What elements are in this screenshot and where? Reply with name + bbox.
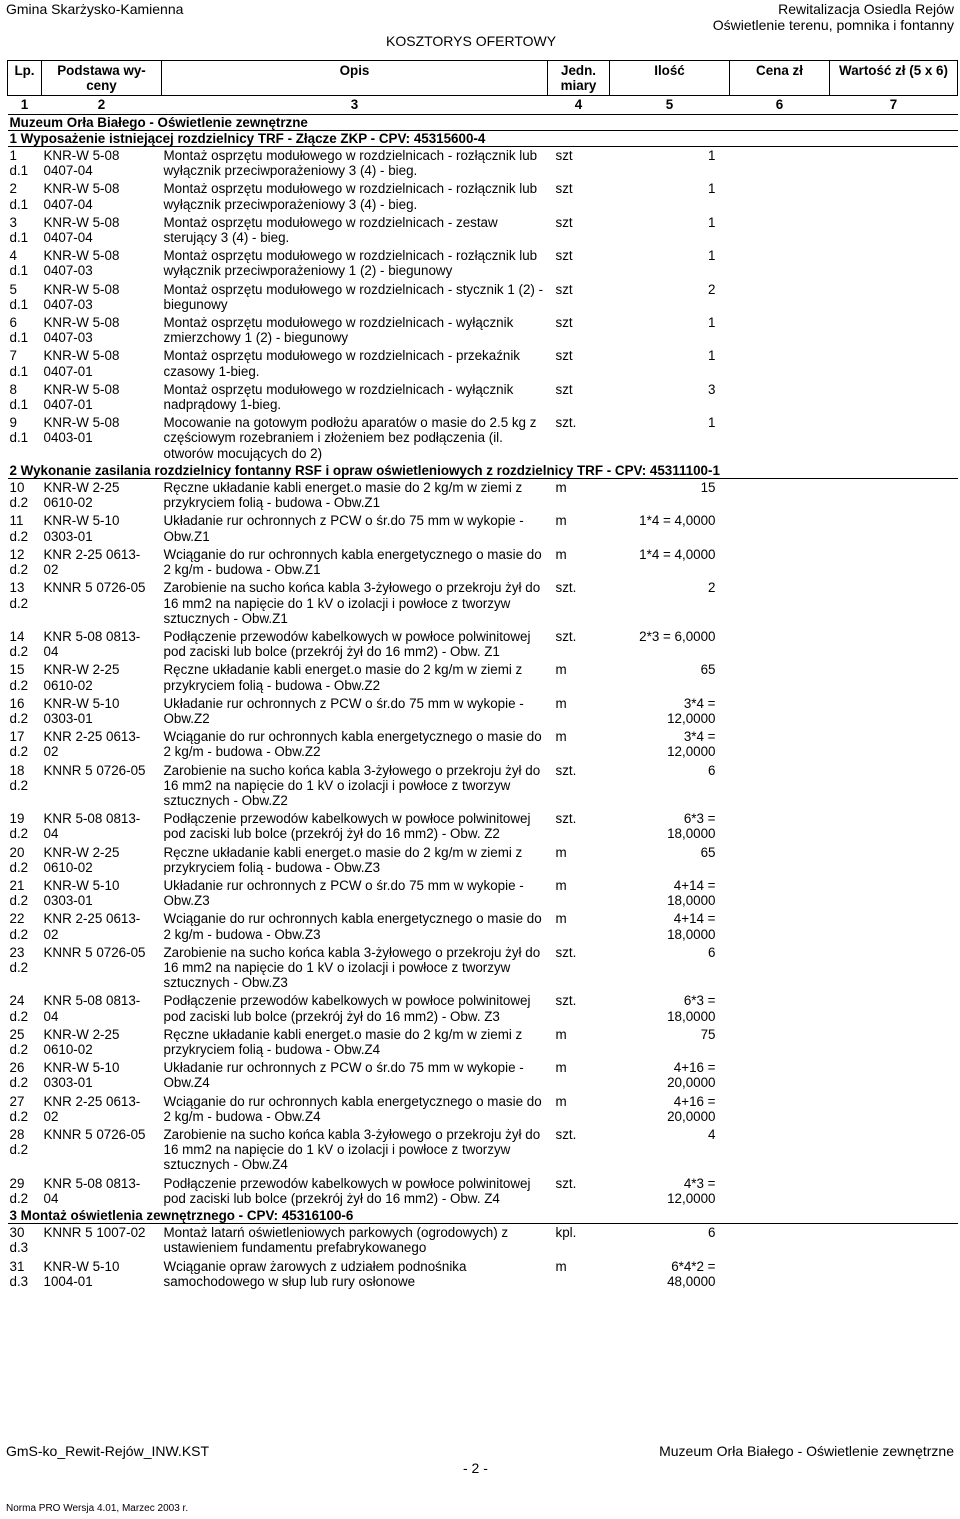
item-quantity: 15 bbox=[700, 480, 716, 496]
item-value bbox=[830, 1126, 958, 1175]
section-heading: 2 Wykonanie zasilania rozdzielnicy fontanny RSF i opraw oświetleniowych z rozdzielnicy TRF - CPV: 45311100-1 bbox=[8, 463, 958, 479]
header-doc-title: KOSZTORYS OFERTOWY bbox=[386, 33, 557, 49]
item-value bbox=[830, 281, 958, 314]
item-price bbox=[730, 1258, 830, 1291]
col-header-value: Wartość zł (5 x 6) bbox=[830, 61, 958, 96]
item-quantity: 3*4 = 12,0000 bbox=[667, 695, 716, 726]
item-unit: m bbox=[555, 513, 567, 529]
table-row bbox=[8, 147, 958, 181]
item-quantity: 1 bbox=[708, 315, 716, 331]
table-row bbox=[8, 347, 958, 380]
item-basis: KNR 2-25 0613- 02 bbox=[43, 546, 141, 578]
item-number: 18 d.2 bbox=[9, 762, 29, 793]
item-unit: szt. bbox=[555, 762, 577, 778]
item-basis: KNR-W 5-08 0407-03 bbox=[43, 281, 120, 312]
item-quantity: 6*3 = 18,0000 bbox=[667, 811, 716, 842]
column-number: 1 bbox=[8, 96, 42, 114]
section-row bbox=[8, 1208, 958, 1224]
item-price bbox=[730, 810, 830, 843]
item-unit: szt. bbox=[555, 811, 577, 827]
item-description: Wciąganie do rur ochronnych kabla energetycznego o masie do 2 kg/m - budowa - Obw.Z4 bbox=[163, 1093, 542, 1124]
item-basis: KNNR 5 0726-05 bbox=[43, 1127, 146, 1142]
item-quantity: 1 bbox=[708, 181, 716, 197]
item-number: 13 d.2 bbox=[9, 580, 29, 611]
item-number: 9 d.1 bbox=[9, 415, 29, 446]
table-row bbox=[8, 910, 958, 943]
table-row bbox=[8, 314, 958, 347]
estimate-title-row bbox=[8, 114, 958, 130]
item-price bbox=[730, 762, 830, 811]
item-unit: m bbox=[555, 546, 567, 562]
cost-estimate-table bbox=[7, 60, 958, 1291]
item-description: Mocowanie na gotowym podłożu aparatów o masie do 2.5 kg z częściowym rozebraniem i złożeniem bez podłączenia (il. otworów mocujących do 2) bbox=[163, 415, 537, 461]
header-project-scope: Oświetlenie terenu, pomnika i fontanny bbox=[712, 17, 954, 33]
item-price bbox=[730, 247, 830, 280]
table-row bbox=[8, 810, 958, 843]
item-description: Zarobienie na sucho końca kabla 3-żyłowego o przekroju żył do 16 mm2 na napięcie do 1 kV o izolacji i powłoce z tworzyw sztucznych - Obw.Z1 bbox=[163, 580, 541, 626]
item-quantity: 4*3 = 12,0000 bbox=[667, 1175, 716, 1206]
table-row bbox=[8, 1093, 958, 1126]
item-price bbox=[730, 1093, 830, 1126]
item-price bbox=[730, 1175, 830, 1208]
item-description: Montaż osprzętu modułowego w rozdzielnicach - rozłącznik lub wyłącznik przeciwporażeniowy 3 (4) - bieg. bbox=[163, 181, 538, 212]
item-basis: KNR 5-08 0813- 04 bbox=[43, 1175, 141, 1206]
item-number: 31 d.3 bbox=[9, 1258, 29, 1289]
section-heading: 3 Montaż oświetlenia zewnętrznego - CPV: 45316100-6 bbox=[8, 1208, 958, 1224]
col-header-lp: Lp. bbox=[8, 61, 42, 96]
item-description: Montaż osprzętu modułowego w rozdzielnicach - przekaźnik czasowy 1-bieg. bbox=[163, 348, 521, 379]
item-basis: KNR-W 2-25 0610-02 bbox=[43, 662, 120, 693]
item-basis: KNR-W 5-10 0303-01 bbox=[43, 513, 120, 544]
item-description: Montaż osprzętu modułowego w rozdzielnicach - rozłącznik lub wyłącznik przeciwporażeniowy 1 (2) - biegunowy bbox=[163, 248, 538, 279]
item-description: Zarobienie na sucho końca kabla 3-żyłowego o przekroju żył do 16 mm2 na napięcie do 1 kV o izolacji i powłoce z tworzyw sztucznych - Obw.Z3 bbox=[163, 944, 541, 991]
table-row bbox=[8, 247, 958, 280]
item-description: Montaż osprzętu modułowego w rozdzielnicach - wyłącznik zmierzchowy 1 (2) - biegunowy bbox=[163, 315, 514, 346]
item-number: 10 d.2 bbox=[9, 480, 29, 511]
item-basis: KNR 2-25 0613- 02 bbox=[43, 911, 141, 942]
item-basis: KNR-W 5-08 0407-04 bbox=[43, 214, 120, 246]
item-basis: KNR-W 5-08 0407-04 bbox=[43, 148, 120, 179]
item-number: 27 d.2 bbox=[9, 1093, 29, 1124]
table-row bbox=[8, 546, 958, 579]
item-description: Zarobienie na sucho końca kabla 3-żyłowego o przekroju żył do 16 mm2 na napięcie do 1 kV o izolacji i powłoce z tworzyw sztucznych - Obw.Z2 bbox=[163, 762, 541, 808]
item-number: 17 d.2 bbox=[9, 729, 29, 760]
item-description: Podłączenie przewodów kabelkowych w powłoce polwinitowej pod zaciski lub bolce (przekrój żył do 16 mm2) - Obw. Z4 bbox=[163, 1175, 531, 1206]
item-value bbox=[830, 347, 958, 380]
item-value bbox=[830, 877, 958, 910]
item-price bbox=[730, 910, 830, 943]
item-quantity: 6*3 = 18,0000 bbox=[667, 993, 716, 1024]
table-row bbox=[8, 844, 958, 877]
item-quantity: 75 bbox=[700, 1026, 716, 1042]
header-project: Rewitalizacja Osiedla Rejów bbox=[778, 1, 954, 17]
item-number: 23 d.2 bbox=[9, 944, 29, 975]
item-description: Układanie rur ochronnych z PCW o śr.do 75 mm w wykopie - Obw.Z2 bbox=[163, 695, 524, 726]
column-number: 4 bbox=[548, 96, 610, 114]
item-description: Ręczne układanie kabli energet.o masie do 2 kg/m w ziemi z przykryciem folią - budowa - Obw.Z1 bbox=[163, 480, 523, 511]
table-row bbox=[8, 281, 958, 314]
item-number: 16 d.2 bbox=[9, 695, 29, 726]
section-row bbox=[8, 130, 958, 146]
item-price bbox=[730, 579, 830, 628]
item-value bbox=[830, 728, 958, 761]
section-row bbox=[8, 463, 958, 479]
item-basis: KNR-W 5-08 0407-04 bbox=[43, 181, 120, 212]
item-description: Układanie rur ochronnych z PCW o śr.do 75 mm w wykopie - Obw.Z3 bbox=[163, 877, 524, 909]
item-number: 25 d.2 bbox=[9, 1026, 29, 1057]
item-unit: szt. bbox=[555, 993, 577, 1009]
item-unit: m bbox=[555, 1258, 567, 1274]
item-quantity: 4+16 = 20,0000 bbox=[667, 1093, 716, 1124]
item-value bbox=[830, 579, 958, 628]
item-basis: KNNR 5 0726-05 bbox=[43, 580, 146, 596]
item-description: Montaż latarń oświetleniowych parkowych (ogrodowych) z ustawieniem fundamentu prefabrykowanego bbox=[163, 1225, 509, 1256]
col-header-basis: Podstawa wy-ceny bbox=[42, 61, 162, 96]
item-description: Wciąganie do rur ochronnych kabla energetycznego o masie do 2 kg/m - budowa - Obw.Z2 bbox=[163, 729, 542, 760]
item-description: Podłączenie przewodów kabelkowych w powłoce polwinitowej pod zaciski lub bolce (przekrój żył do 16 mm2) - Obw. Z1 bbox=[163, 628, 531, 660]
item-price bbox=[730, 877, 830, 910]
item-value bbox=[830, 180, 958, 213]
table-row bbox=[8, 414, 958, 463]
item-price bbox=[730, 944, 830, 993]
item-basis: KNNR 5 0726-05 bbox=[43, 762, 146, 778]
item-price bbox=[730, 512, 830, 545]
table-row bbox=[8, 762, 958, 811]
item-unit: m bbox=[555, 480, 567, 496]
item-value bbox=[830, 661, 958, 694]
table-header-row bbox=[8, 61, 958, 96]
item-unit: m bbox=[555, 1026, 567, 1042]
item-quantity: 3 bbox=[708, 381, 716, 397]
item-basis: KNR 5-08 0813- 04 bbox=[43, 628, 141, 660]
item-unit: szt bbox=[555, 315, 573, 331]
col-header-qty: Ilość bbox=[610, 61, 730, 96]
col-header-price: Cena zł bbox=[730, 61, 830, 96]
item-quantity: 3*4 = 12,0000 bbox=[667, 729, 716, 760]
item-unit: m bbox=[555, 662, 567, 678]
item-quantity: 6 bbox=[708, 944, 716, 960]
footer-page-number: - 2 - bbox=[463, 1460, 488, 1476]
item-unit: m bbox=[555, 877, 567, 893]
item-unit: szt. bbox=[555, 1127, 577, 1142]
column-number: 7 bbox=[830, 96, 958, 114]
item-value bbox=[830, 546, 958, 579]
item-number: 30 d.3 bbox=[9, 1225, 29, 1256]
item-unit: m bbox=[555, 1060, 567, 1076]
item-description: Ręczne układanie kabli energet.o masie do 2 kg/m w ziemi z przykryciem folią - budowa - Obw.Z4 bbox=[163, 1026, 523, 1057]
item-quantity: 2 bbox=[708, 281, 716, 297]
item-description: Wciąganie do rur ochronnych kabla energetycznego o masie do 2 kg/m - budowa - Obw.Z1 bbox=[163, 546, 542, 578]
table-row bbox=[8, 579, 958, 628]
item-unit: szt bbox=[555, 148, 573, 164]
header-investor: Gmina Skarżysko-Kamienna bbox=[6, 1, 184, 17]
item-unit: szt bbox=[555, 381, 573, 397]
item-basis: KNR-W 2-25 0610-02 bbox=[43, 844, 120, 875]
item-value bbox=[830, 944, 958, 993]
item-unit: m bbox=[555, 844, 567, 860]
item-quantity: 2*3 = 6,0000 bbox=[639, 628, 716, 644]
column-number-row bbox=[8, 96, 958, 114]
item-number: 3 d.1 bbox=[9, 214, 29, 246]
item-quantity: 1*4 = 4,0000 bbox=[639, 513, 716, 529]
item-description: Montaż osprzętu modułowego w rozdzielnicach - zestaw sterujący 3 (4) - bieg. bbox=[163, 214, 498, 246]
item-number: 7 d.1 bbox=[9, 348, 29, 379]
item-price bbox=[730, 1126, 830, 1175]
item-unit: m bbox=[555, 695, 567, 711]
item-price bbox=[730, 180, 830, 213]
item-value bbox=[830, 479, 958, 513]
item-description: Podłączenie przewodów kabelkowych w powłoce polwinitowej pod zaciski lub bolce (przekrój żył do 16 mm2) - Obw. Z3 bbox=[163, 993, 531, 1024]
table-row bbox=[8, 877, 958, 910]
item-unit: szt. bbox=[555, 415, 577, 431]
item-quantity: 6*4*2 = 48,0000 bbox=[667, 1258, 716, 1289]
column-number: 3 bbox=[162, 96, 548, 114]
item-value bbox=[830, 1059, 958, 1092]
item-value bbox=[830, 628, 958, 661]
footer-section: Muzeum Orła Białego - Oświetlenie zewnętrzne bbox=[659, 1443, 954, 1459]
item-basis: KNR-W 5-08 0407-03 bbox=[43, 315, 120, 346]
item-unit: szt. bbox=[555, 628, 577, 644]
item-value bbox=[830, 844, 958, 877]
item-number: 5 d.1 bbox=[9, 281, 29, 312]
item-quantity: 4+16 = 20,0000 bbox=[667, 1060, 716, 1091]
item-description: Wciąganie do rur ochronnych kabla energetycznego o masie do 2 kg/m - budowa - Obw.Z3 bbox=[163, 911, 542, 942]
table-row bbox=[8, 479, 958, 513]
item-quantity: 6 bbox=[708, 1225, 716, 1241]
item-basis: KNNR 5 0726-05 bbox=[43, 944, 146, 960]
item-quantity: 4+14 = 18,0000 bbox=[667, 877, 716, 909]
item-number: 12 d.2 bbox=[9, 546, 29, 578]
item-unit: szt. bbox=[555, 580, 577, 596]
item-basis: KNR 2-25 0613- 02 bbox=[43, 729, 141, 760]
item-unit: m bbox=[555, 911, 567, 927]
item-price bbox=[730, 381, 830, 414]
item-quantity: 4+14 = 18,0000 bbox=[667, 911, 716, 942]
table-row bbox=[8, 381, 958, 414]
item-price bbox=[730, 1224, 830, 1258]
item-basis: KNR-W 2-25 0610-02 bbox=[43, 1026, 120, 1057]
item-value bbox=[830, 414, 958, 463]
item-price bbox=[730, 1026, 830, 1059]
table-row bbox=[8, 180, 958, 213]
item-value bbox=[830, 147, 958, 181]
table-row bbox=[8, 1258, 958, 1291]
item-value bbox=[830, 314, 958, 347]
item-price bbox=[730, 992, 830, 1025]
item-unit: szt bbox=[555, 181, 573, 197]
item-number: 11 d.2 bbox=[9, 513, 29, 544]
item-value bbox=[830, 1026, 958, 1059]
item-number: 6 d.1 bbox=[9, 315, 29, 346]
item-value bbox=[830, 247, 958, 280]
item-price bbox=[730, 546, 830, 579]
item-quantity: 1*4 = 4,0000 bbox=[639, 546, 716, 562]
item-quantity: 1 bbox=[708, 415, 716, 431]
item-number: 22 d.2 bbox=[9, 911, 29, 942]
item-unit: szt bbox=[555, 248, 573, 264]
item-number: 20 d.2 bbox=[9, 844, 29, 875]
column-number: 6 bbox=[730, 96, 830, 114]
item-number: 15 d.2 bbox=[9, 662, 29, 693]
item-number: 29 d.2 bbox=[9, 1175, 29, 1206]
table-row bbox=[8, 1175, 958, 1208]
item-value bbox=[830, 214, 958, 247]
item-number: 19 d.2 bbox=[9, 811, 29, 842]
column-number: 2 bbox=[42, 96, 162, 114]
table-row bbox=[8, 728, 958, 761]
item-price bbox=[730, 695, 830, 728]
item-basis: KNNR 5 1007-02 bbox=[43, 1225, 146, 1241]
item-basis: KNR-W 2-25 0610-02 bbox=[43, 480, 120, 511]
item-price bbox=[730, 661, 830, 694]
table-row bbox=[8, 1224, 958, 1258]
item-basis: KNR-W 5-08 0407-03 bbox=[43, 248, 120, 279]
item-quantity: 65 bbox=[700, 662, 716, 678]
item-description: Układanie rur ochronnych z PCW o śr.do 75 mm w wykopie - Obw.Z4 bbox=[163, 1060, 524, 1091]
item-unit: szt. bbox=[555, 1175, 577, 1191]
item-quantity: 1 bbox=[708, 348, 716, 364]
item-unit: kpl. bbox=[555, 1225, 577, 1241]
item-value bbox=[830, 695, 958, 728]
item-value bbox=[830, 1258, 958, 1291]
item-unit: szt bbox=[555, 214, 573, 230]
table-row bbox=[8, 1026, 958, 1059]
item-quantity: 6 bbox=[708, 762, 716, 778]
item-unit: szt bbox=[555, 348, 573, 364]
item-quantity: 1 bbox=[708, 214, 716, 230]
col-header-unit: Jedn. miary bbox=[548, 61, 610, 96]
table-row bbox=[8, 1126, 958, 1175]
footer-filename: GmS-ko_Rewit-Rejów_INW.KST bbox=[6, 1443, 210, 1459]
table-body bbox=[8, 96, 958, 1291]
estimate-title: Muzeum Orła Białego - Oświetlenie zewnętrzne bbox=[8, 114, 958, 130]
table-row bbox=[8, 661, 958, 694]
item-number: 1 d.1 bbox=[9, 148, 29, 179]
item-value bbox=[830, 1224, 958, 1258]
item-value bbox=[830, 1093, 958, 1126]
item-number: 2 d.1 bbox=[9, 181, 29, 212]
item-description: Montaż osprzętu modułowego w rozdzielnicach - stycznik 1 (2) - biegunowy bbox=[163, 281, 544, 312]
item-quantity: 1 bbox=[708, 148, 716, 164]
table-row bbox=[8, 628, 958, 661]
item-unit: m bbox=[555, 729, 567, 745]
item-description: Ręczne układanie kabli energet.o masie do 2 kg/m w ziemi z przykryciem folią - budowa - Obw.Z2 bbox=[163, 662, 523, 693]
column-number: 5 bbox=[610, 96, 730, 114]
item-value bbox=[830, 910, 958, 943]
item-price bbox=[730, 314, 830, 347]
item-price bbox=[730, 728, 830, 761]
item-value bbox=[830, 1175, 958, 1208]
item-price bbox=[730, 628, 830, 661]
item-basis: KNR-W 5-10 0303-01 bbox=[43, 695, 120, 726]
item-quantity: 2 bbox=[708, 580, 716, 596]
item-number: 4 d.1 bbox=[9, 248, 29, 279]
table-row bbox=[8, 944, 958, 993]
table-row bbox=[8, 992, 958, 1025]
item-number: 21 d.2 bbox=[9, 877, 29, 909]
item-description: Układanie rur ochronnych z PCW o śr.do 75 mm w wykopie - Obw.Z1 bbox=[163, 513, 524, 544]
item-price bbox=[730, 1059, 830, 1092]
item-unit: szt. bbox=[555, 944, 577, 960]
item-basis: KNR-W 5-10 0303-01 bbox=[43, 877, 120, 909]
item-number: 14 d.2 bbox=[9, 628, 29, 660]
item-value bbox=[830, 381, 958, 414]
item-number: 26 d.2 bbox=[9, 1060, 29, 1091]
item-unit: szt bbox=[555, 281, 573, 297]
table-row bbox=[8, 1059, 958, 1092]
item-basis: KNR 5-08 0813- 04 bbox=[43, 993, 141, 1024]
item-description: Wciąganie opraw żarowych z udziałem podnośnika samochodowego w słup lub rury osłonowe bbox=[163, 1258, 467, 1289]
item-basis: KNR 2-25 0613- 02 bbox=[43, 1093, 141, 1124]
item-basis: KNR-W 5-08 0403-01 bbox=[43, 415, 120, 446]
item-value bbox=[830, 992, 958, 1025]
item-quantity: 4 bbox=[708, 1127, 716, 1142]
item-basis: KNR-W 5-08 0407-01 bbox=[43, 381, 120, 413]
item-basis: KNR-W 5-10 0303-01 bbox=[43, 1060, 120, 1091]
item-description: Podłączenie przewodów kabelkowych w powłoce polwinitowej pod zaciski lub bolce (przekrój żył do 16 mm2) - Obw. Z2 bbox=[163, 811, 531, 842]
item-price bbox=[730, 281, 830, 314]
item-price bbox=[730, 844, 830, 877]
item-price bbox=[730, 214, 830, 247]
item-description: Zarobienie na sucho końca kabla 3-żyłowego o przekroju żył do 16 mm2 na napięcie do 1 kV o izolacji i powłoce z tworzyw sztucznych - Obw.Z4 bbox=[163, 1127, 541, 1173]
item-quantity: 65 bbox=[700, 844, 716, 860]
item-value bbox=[830, 512, 958, 545]
item-price bbox=[730, 147, 830, 181]
item-quantity: 1 bbox=[708, 248, 716, 264]
item-number: 8 d.1 bbox=[9, 381, 29, 413]
item-number: 24 d.2 bbox=[9, 993, 29, 1024]
item-basis: KNR-W 5-10 1004-01 bbox=[43, 1258, 120, 1289]
item-value bbox=[830, 762, 958, 811]
item-basis: KNR-W 5-08 0407-01 bbox=[43, 348, 120, 379]
table-row bbox=[8, 512, 958, 545]
item-basis: KNR 5-08 0813- 04 bbox=[43, 811, 141, 842]
table-row bbox=[8, 695, 958, 728]
item-description: Montaż osprzętu modułowego w rozdzielnicach - wyłącznik nadprądowy 1-bieg. bbox=[163, 381, 514, 413]
item-value bbox=[830, 810, 958, 843]
item-unit: m bbox=[555, 1093, 567, 1109]
section-heading: 1 Wyposażenie istniejącej rozdzielnicy TRF - Złącze ZKP - CPV: 45315600-4 bbox=[8, 130, 958, 146]
col-header-desc: Opis bbox=[162, 61, 548, 96]
item-price bbox=[730, 479, 830, 513]
table-row bbox=[8, 214, 958, 247]
item-description: Ręczne układanie kabli energet.o masie do 2 kg/m w ziemi z przykryciem folią - budowa - Obw.Z3 bbox=[163, 844, 523, 875]
item-number: 28 d.2 bbox=[9, 1127, 29, 1158]
footer-software: Norma PRO Wersja 4.01, Marzec 2003 r. bbox=[6, 1503, 189, 1514]
item-description: Montaż osprzętu modułowego w rozdzielnicach - rozłącznik lub wyłącznik przeciwporażeniowy 3 (4) - bieg. bbox=[163, 148, 538, 179]
item-price bbox=[730, 414, 830, 463]
item-price bbox=[730, 347, 830, 380]
